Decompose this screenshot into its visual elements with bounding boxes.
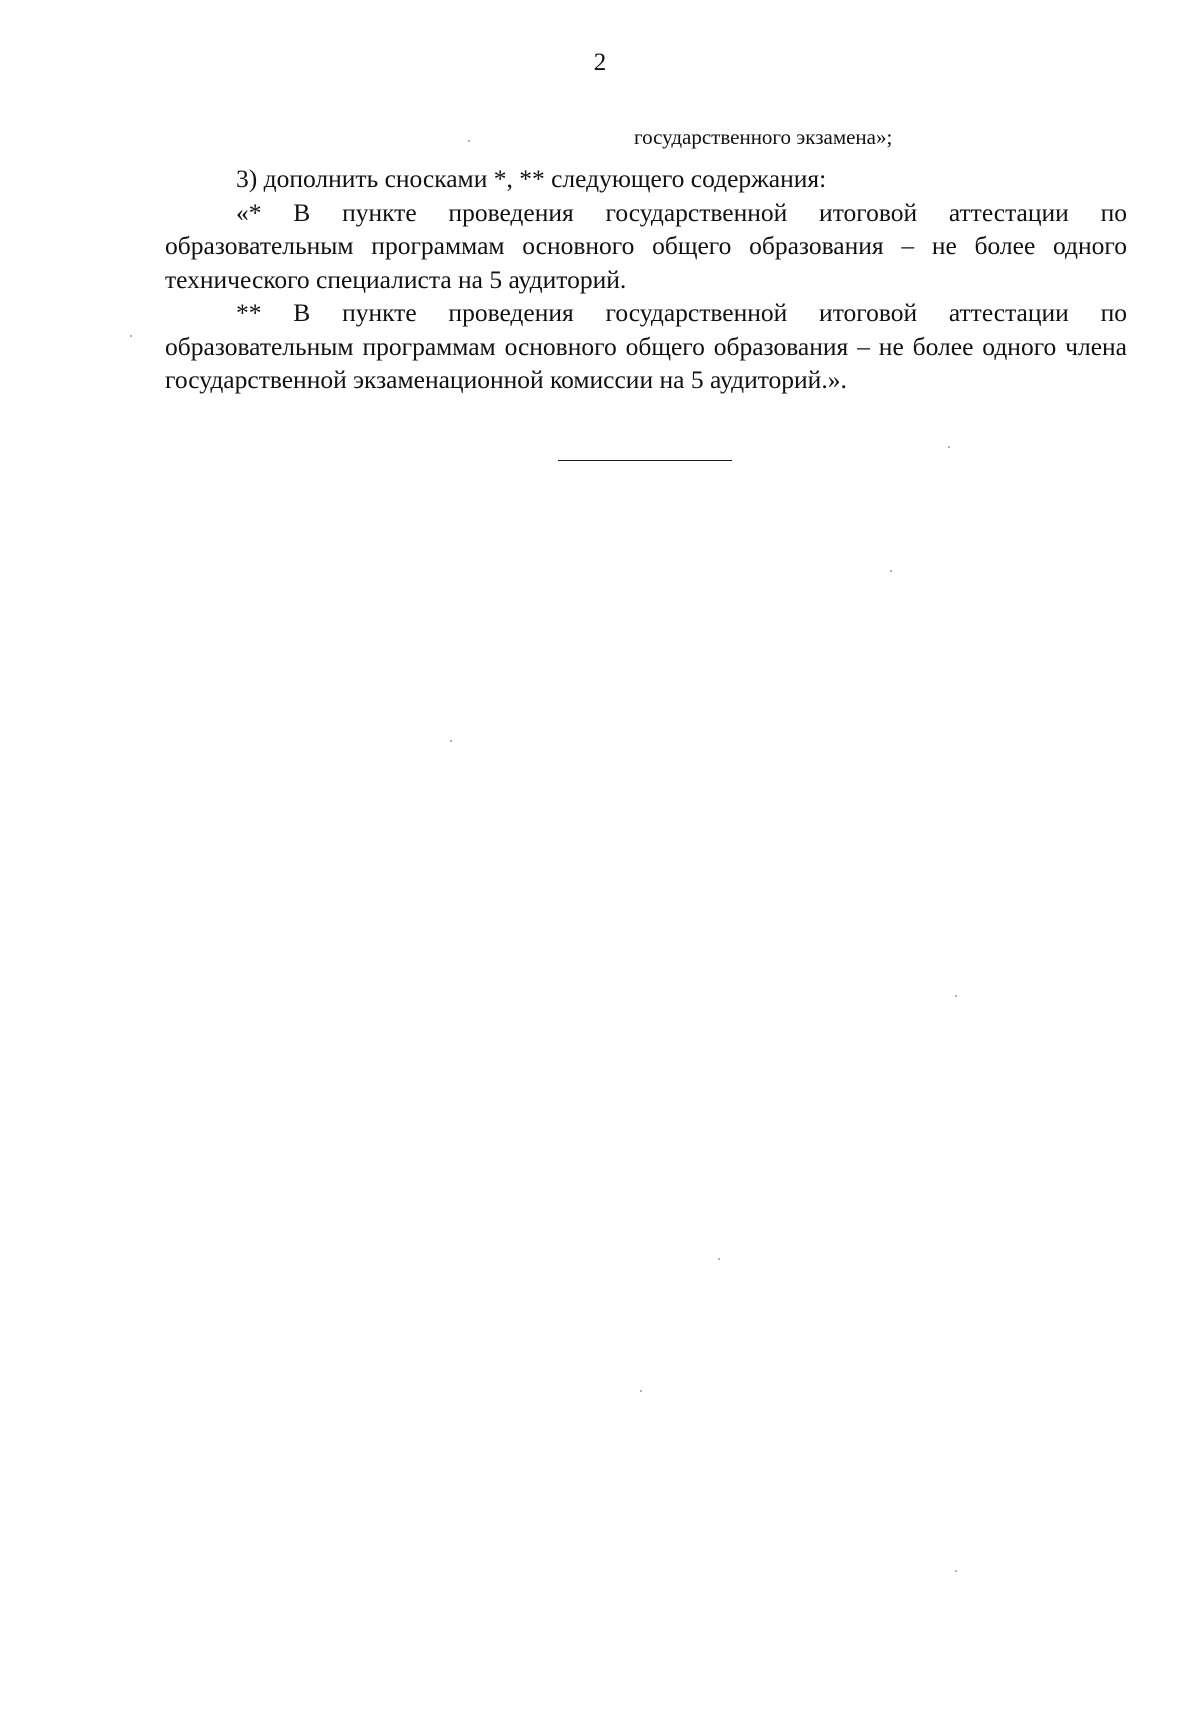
scan-speck: [130, 335, 132, 337]
body-text: [165, 162, 1127, 397]
scan-speck: [468, 140, 470, 142]
end-divider-line: [558, 460, 732, 461]
scan-speck: [640, 1390, 642, 1392]
scan-speck: [955, 1570, 957, 1572]
scan-speck: [948, 446, 950, 448]
scan-speck: [718, 1258, 720, 1260]
page-number: 2: [593, 49, 607, 76]
scan-speck: [955, 995, 957, 997]
footnote-single-asterisk: «* В пункте проведения государственной итоговой аттестации по образовательным программам основного общего образования – не более одного технического специалиста на 5 аудиторий.: [165, 197, 1127, 294]
scan-speck: [450, 740, 452, 742]
footnote-double-asterisk: ** В пункте проведения государственной итоговой аттестации по образовательным программам основного общего образования – не более одного члена государственной экзаменационной комиссии на 5 аудиторий.».: [165, 298, 1127, 394]
continuation-text: государственного экзамена»;: [634, 125, 893, 149]
scan-speck: [890, 570, 892, 572]
paragraph-item-3: 3) дополнить сносками *, ** следующего содержания:: [236, 164, 827, 193]
